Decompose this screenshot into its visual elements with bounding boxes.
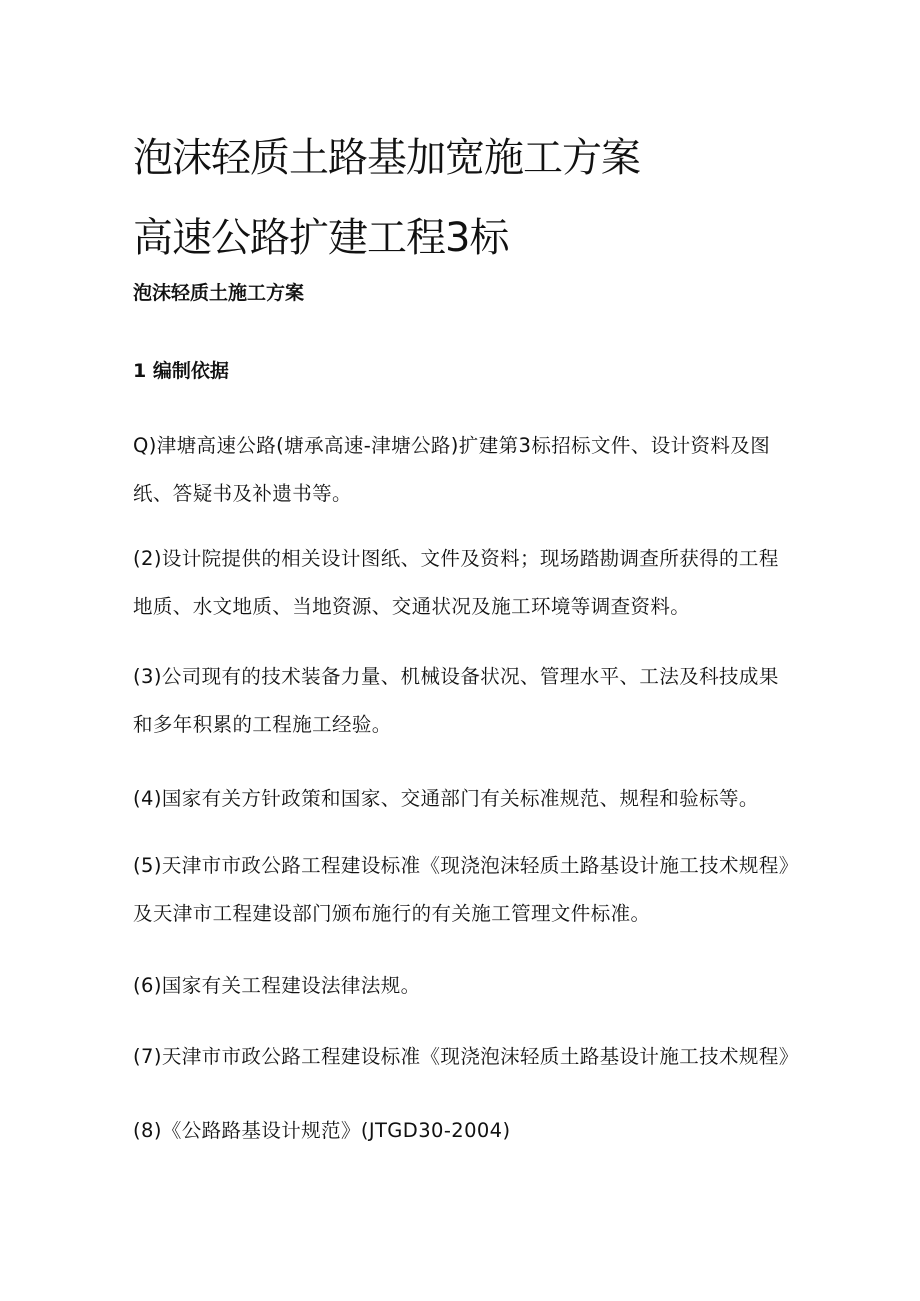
document-subtitle: 高速公路扩建工程3标 [133, 215, 509, 261]
paragraph-3-line-2: 和多年积累的工程施工经验。 [133, 713, 392, 736]
paragraph-1-line-2: 纸、答疑书及补遗书等。 [133, 482, 352, 505]
section-heading: 1 编制依据 [133, 360, 229, 382]
paragraph-7-line-1: (7)天津市市政公路工程建设标准《现浇泡沫轻质土路基设计施工技术规程》 [133, 1045, 799, 1068]
paragraph-4-line-1: (4)国家有关方针政策和国家、交通部门有关标准规范、规程和验标等。 [133, 787, 759, 810]
paragraph-5-line-2: 及天津市工程建设部门颁布施行的有关施工管理文件标准。 [133, 902, 651, 925]
paragraph-5-line-1: (5)天津市市政公路工程建设标准《现浇泡沫轻质土路基设计施工技术规程》 [133, 854, 799, 877]
paragraph-6-line-1: (6)国家有关工程建设法律法规。 [133, 974, 421, 997]
paragraph-2-line-1: (2)设计院提供的相关设计图纸、文件及资料；现场踏勘调查所获得的工程 [133, 547, 779, 570]
paragraph-2-line-2: 地质、水文地质、当地资源、交通状况及施工环境等调查资料。 [133, 595, 691, 618]
document-title: 泡沫轻质土路基加宽施工方案 [133, 135, 640, 181]
paragraph-8-line-1: (8)《公路路基设计规范》(JTGD30-2004) [133, 1119, 511, 1142]
paragraph-1-line-1: Q)津塘高速公路(塘承高速-津塘公路)扩建第3标招标文件、设计资料及图 [133, 434, 771, 457]
section-title: 泡沫轻质土施工方案 [133, 282, 305, 304]
paragraph-3-line-1: (3)公司现有的技术装备力量、机械设备状况、管理水平、工法及科技成果 [133, 665, 779, 688]
